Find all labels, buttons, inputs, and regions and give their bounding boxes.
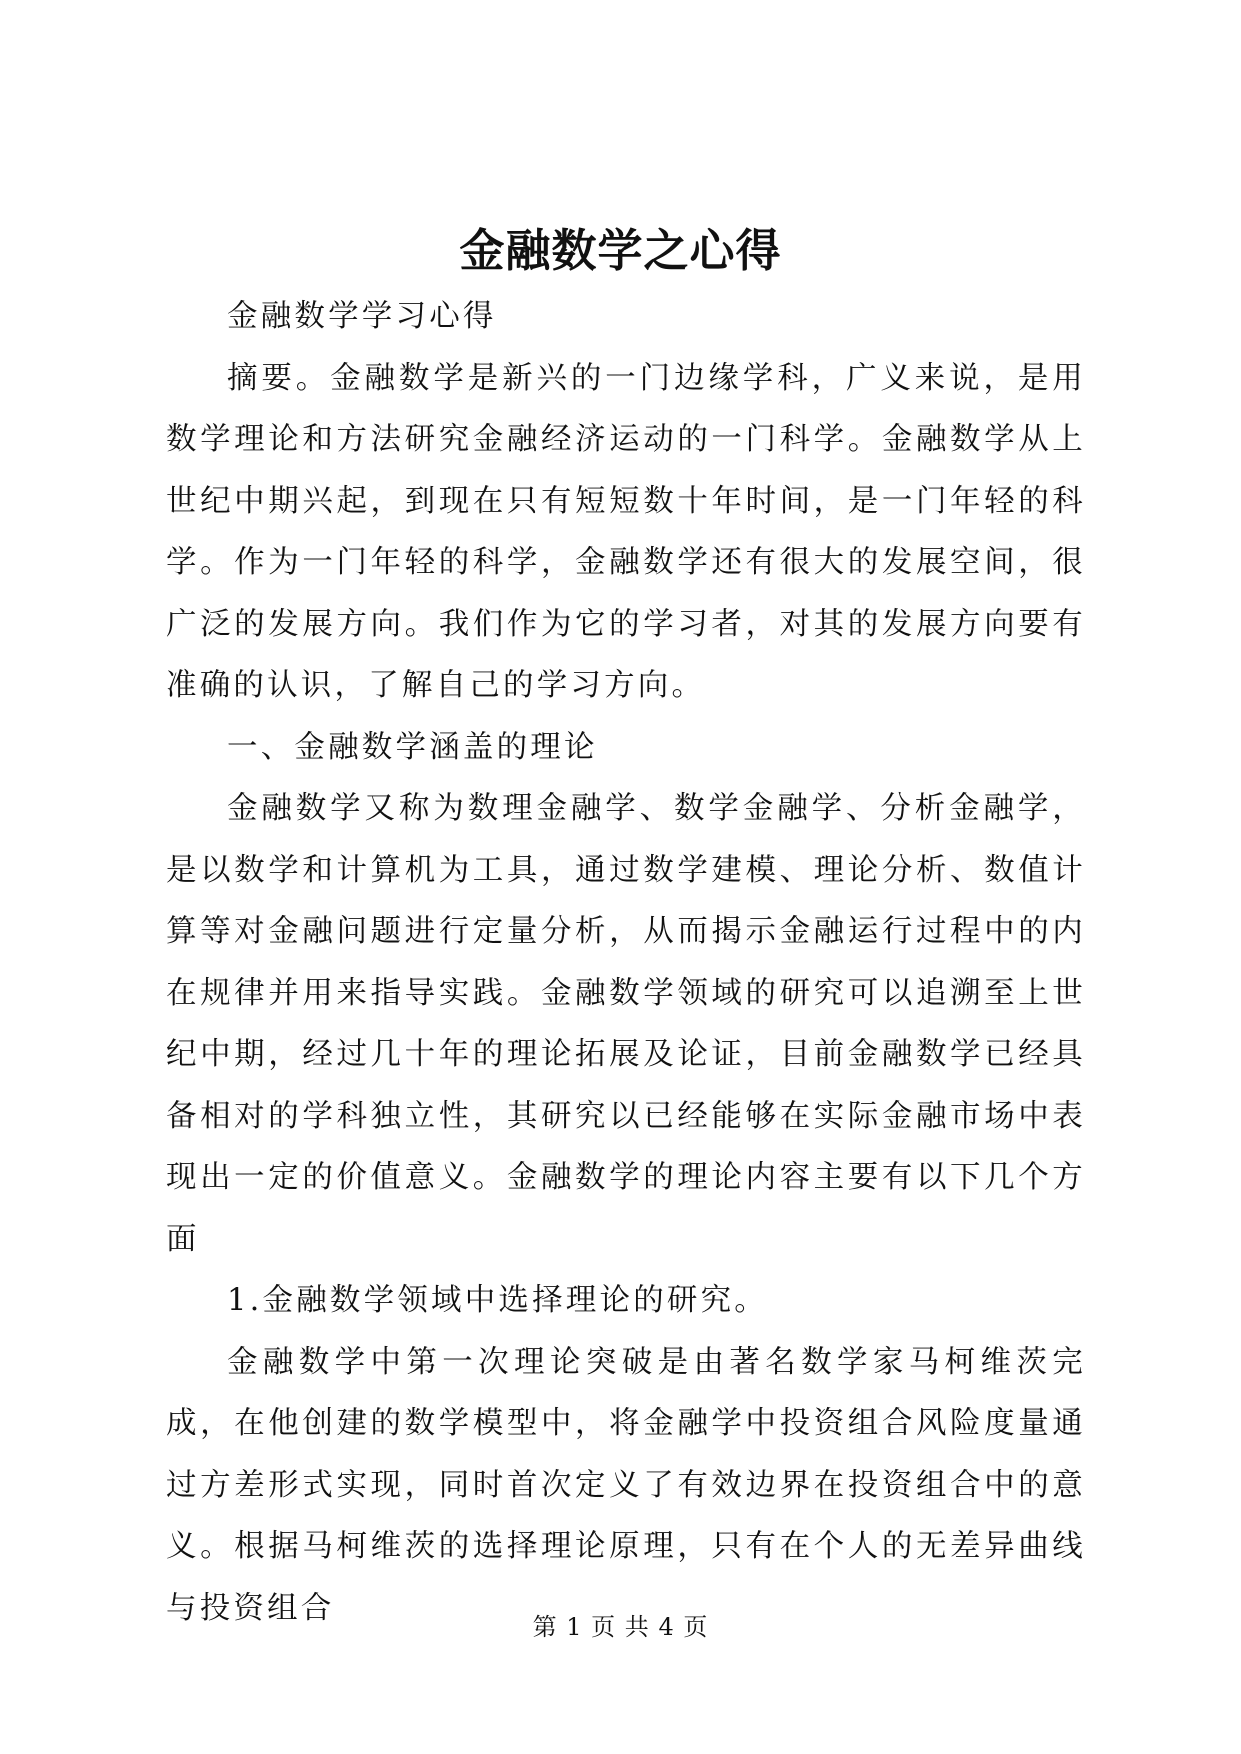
document-title: 金融数学之心得 — [459, 224, 782, 277]
section-heading-1: 一、金融数学涵盖的理论 — [227, 729, 598, 765]
paragraph-abstract: 摘要。金融数学是新兴的一门边缘学科，广义来说，是用数学理论和方法研究金融经济运动的一门科学。金融数学从上世纪中期兴起，到现在只有短短数十年时间，是一门年轻的科学。作为一门年轻的科学，金融数学还有很大的发展空间，很广泛的发展方向。我们作为它的学习者，对其的发展方向要有准确的认识，了解自己的学习方向。 — [166, 360, 1086, 703]
subsection-heading-1: 1.金融数学领域中选择理论的研究。 — [227, 1283, 768, 1318]
document-body — [166, 286, 1086, 1639]
paragraph-subtitle: 金融数学学习心得 — [227, 299, 497, 334]
paragraph-markowitz: 金融数学中第一次理论突破是由著名数学家马柯维茨完成，在他创建的数学模型中，将金融学中投资组合风险度量通过方差形式实现，同时首次定义了有效边界在投资组合中的意义。根据马柯维茨的选择理论原理，只有在个人的无差异曲线与投资组合 — [166, 1344, 1086, 1626]
page-number-footer: 第 1 页 共 4 页 — [532, 1613, 709, 1641]
paragraph-definition: 金融数学又称为数理金融学、数学金融学、分析金融学，是以数学和计算机为工具，通过数学建模、理论分析、数值计算等对金融问题进行定量分析，从而揭示金融运行过程中的内在规律并用来指导实践。金融数学领域的研究可以追溯至上世纪中期，经过几十年的理论拓展及论证，目前金融数学已经具备相对的学科独立性，其研究以已经能够在实际金融市场中表现出一定的价值意义。金融数学的理论内容主要有以下几个方面 — [166, 791, 1086, 1257]
